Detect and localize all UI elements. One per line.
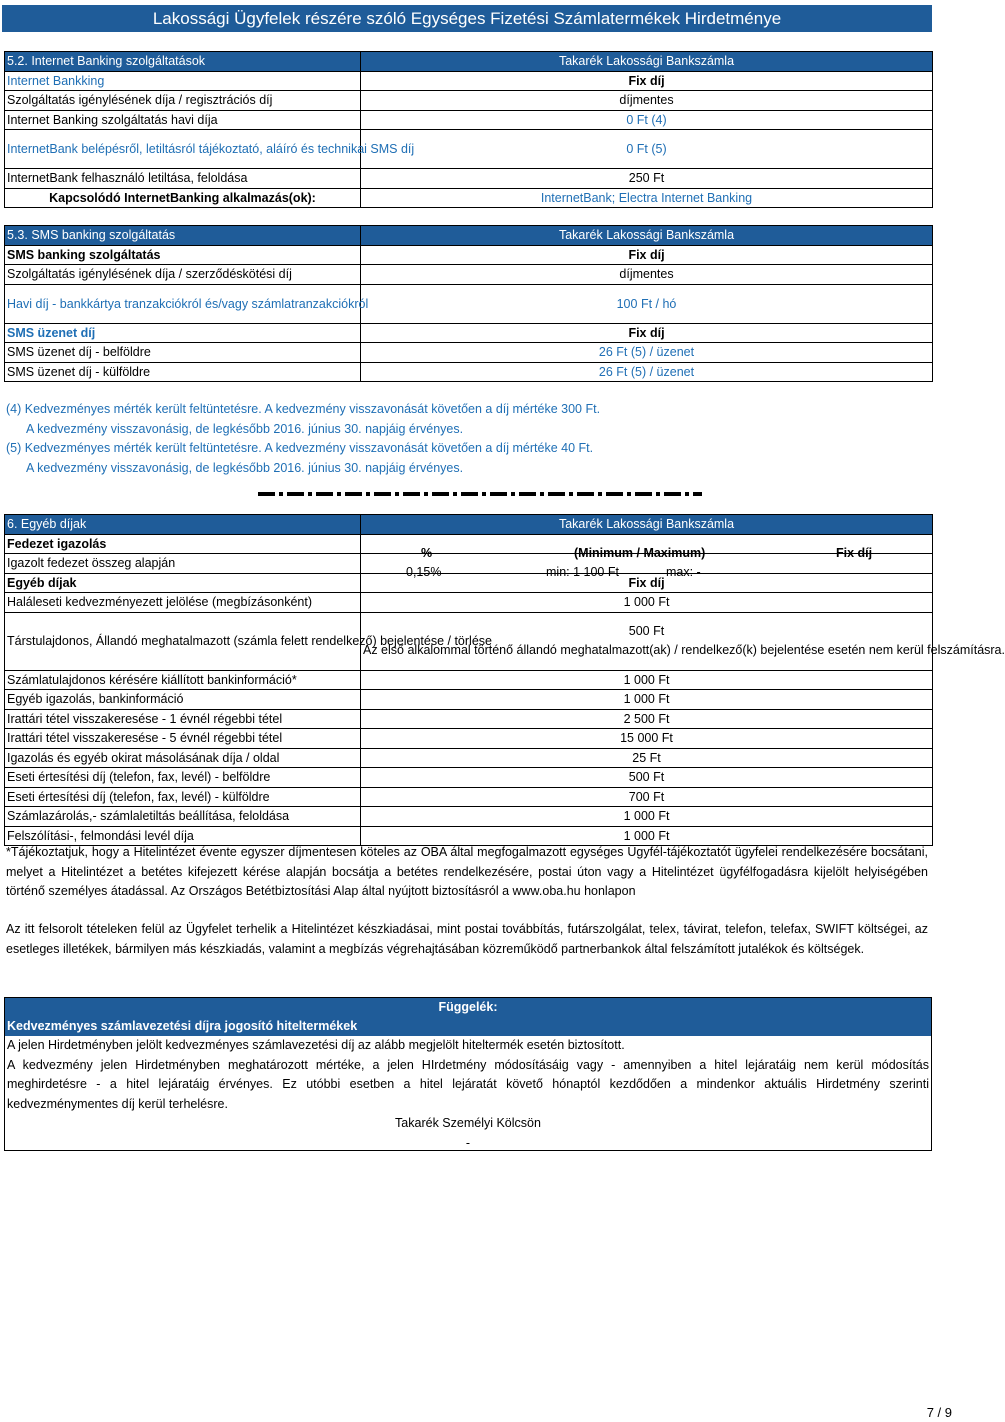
other-fees-table [4, 514, 1005, 846]
page-number: 7 / 9 [926, 1405, 952, 1420]
joint-note: Az első alkalommal történő állandó meghatalmazott(ak) / rendelkező(k) bejelentése esetén nem kerül felszámításra. [363, 643, 1005, 657]
verified-min: min: 1 100 Ft [546, 565, 619, 580]
table-row [5, 343, 933, 363]
table-row [5, 130, 933, 169]
section-title: 5.2. Internet Banking szolgáltatások [5, 52, 361, 72]
fix-header: Fix díj [836, 545, 873, 560]
row-value: 0 Ft (4) [361, 110, 933, 130]
row-label: Internet Banking szolgáltatás havi díja [5, 110, 361, 130]
sms-banking-table [4, 225, 933, 382]
row-value: 25 Ft [361, 748, 933, 768]
internet-banking-table [4, 51, 933, 208]
row-value: 1 000 Ft [361, 826, 933, 846]
subheader-label: Egyéb díjak [5, 573, 361, 593]
table-row [5, 729, 933, 749]
appendix-subtitle: Kedvezményes számlavezetési díjra jogosító hiteltermékek [5, 1017, 931, 1036]
footnote: A kedvezmény visszavonásig, de legkésőbb 2016. június 30. napjáig érvényes. [26, 460, 464, 475]
row-label: Eseti értesítési díj (telefon, fax, levél) - belföldre [5, 768, 361, 788]
table-row [5, 169, 933, 189]
app-value: InternetBank; Electra Internet Banking [361, 188, 933, 208]
subheader-row [5, 534, 933, 554]
footnotes [6, 400, 926, 478]
row-value [361, 612, 1005, 670]
table-row [5, 362, 933, 382]
appendix-line: A jelen Hirdetményben jelölt kedvezményes számlavezetési díj az alább megjelölt hiteltermék esetén biztosított. [7, 1038, 625, 1052]
row-value: 26 Ft (5) / üzenet [361, 362, 933, 382]
product-name: Takarék Személyi Kölcsön [395, 1116, 541, 1130]
table-row [5, 593, 933, 613]
table-row [5, 690, 933, 710]
row-label: Egyéb igazolás, bankinformáció [5, 690, 361, 710]
subheader-label: SMS banking szolgáltatás [5, 245, 361, 265]
row-label: Igazolás és egyéb okirat másolásának díja / oldal [5, 748, 361, 768]
table-row [5, 612, 933, 670]
row-label: Szolgáltatás igénylésének díja / szerződéskötési díj [5, 265, 361, 285]
footnote: A kedvezmény visszavonásig, de legkésőbb 2016. június 30. napjáig érvényes. [26, 421, 464, 436]
footnote: (5) Kedvezményes mérték került feltüntetésre. A kedvezmény visszavonását követően a díj mértéke 40 Ft. [6, 441, 594, 455]
verified-pct: 0,15% [406, 565, 442, 580]
subheader-label: Fedezet igazolás [5, 534, 361, 554]
row-label: Igazolt fedezet összeg alapján [5, 554, 361, 574]
dashed-separator [258, 492, 702, 496]
table-row [5, 709, 933, 729]
section-title: 6. Egyéb díjak [5, 515, 361, 535]
row-value: 700 Ft [361, 787, 933, 807]
table-row [5, 768, 933, 788]
table-row [5, 284, 933, 323]
cost-paragraph: Az itt felsorolt tételeken felül az Ügyfelet terhelik a Hitelintézet készkiadásai, mint postai továbbítás, futárszolgálat, telex, távirat, telefon, telefax, SWIFT költségei, az esetleges illetékek, bármilyen más készkiadás, valamint a megbízás végrehajtásában közreműködő partnerbankok által felszámított jutalékok és költségek. [6, 922, 928, 956]
row-label: SMS üzenet díj - külföldre [5, 362, 361, 382]
row-label: Felszólítási-, felmondási levél díja [5, 826, 361, 846]
appendix-title: Függelék: [5, 998, 931, 1017]
row-value: 2 500 Ft [361, 709, 933, 729]
subheader-row [5, 245, 933, 265]
row-label: Szolgáltatás igénylésének díja / regisztrációs díj [5, 91, 361, 111]
table-row [5, 787, 933, 807]
table-row [5, 554, 933, 574]
subheader-row [5, 71, 933, 91]
row-label: Eseti értesítési díj (telefon, fax, levél) - külföldre [5, 787, 361, 807]
row-label: InternetBank belépésről, letiltásról tájékoztató, aláíró és technikai SMS díj [5, 130, 361, 169]
page-title: Lakossági Ügyfelek részére szóló Egységes Fizetési Számlatermékek Hirdetménye [2, 5, 932, 32]
app-label: Kapcsolódó InternetBanking alkalmazás(ok): [5, 188, 361, 208]
table-row [5, 265, 933, 285]
row-value: 500 Ft [361, 768, 933, 788]
column-header: Takarék Lakossági Bankszámla [361, 226, 933, 246]
row-label: Társtulajdonos, Állandó meghatalmazott (számla felett rendelkező) bejelentése / törlése [5, 612, 361, 670]
subheader-label: Internet Bankking [5, 71, 361, 91]
row-label: InternetBank felhasználó letiltása, feloldása [5, 169, 361, 189]
verified-values [361, 554, 933, 580]
row-value: díjmentes [361, 265, 933, 285]
row-label: Havi díj - bankkártya tranzakciókról és/vagy számlatranzakciókról [5, 284, 361, 323]
row-label: Irattári tétel visszakeresése - 1 évnél régebbi tétel [5, 709, 361, 729]
row-value: 250 Ft [361, 169, 933, 189]
row-value: 100 Ft / hó [361, 284, 933, 323]
section-title: 5.3. SMS banking szolgáltatás [5, 226, 361, 246]
row-value: 1 000 Ft [361, 807, 933, 827]
appendix-box [4, 997, 932, 1151]
column-header: Takarék Lakossági Bankszámla [361, 52, 933, 72]
table-row [5, 110, 933, 130]
subheader-row [5, 573, 933, 593]
row-value: 1 000 Ft [361, 670, 933, 690]
column-header: Takarék Lakossági Bankszámla [361, 515, 933, 535]
joint-value: 500 Ft [628, 624, 665, 638]
table-row [5, 748, 933, 768]
subheader-label: SMS üzenet díj [5, 323, 361, 343]
subheader-row [5, 323, 933, 343]
row-value: 0 Ft (5) [361, 130, 933, 169]
subheader-value: Fix díj [361, 71, 933, 91]
row-label: Haláleseti kedvezményezett jelölése (megbízásonként) [5, 593, 361, 613]
pct-header: % [421, 545, 433, 560]
verified-max: max: - [666, 565, 701, 580]
row-value: 1 000 Ft [361, 593, 933, 613]
subheader-value: Fix díj [361, 323, 933, 343]
info-paragraph: *Tájékoztatjuk, hogy a Hitelintézet évente egyszer díjmentesen köteles az OBA által megfogalmazott egységes Ügyfél-tájékoztatót ügyfelei rendelkezésére bocsátani, melyet a Hitelintézet a betétes kifejezett kérése alapján bocsátja a betétes rendelkezésére, postai úton vagy a Hitelintézet ügyfélfogadásra kijelölt helyiségében történő személyes átadással. Az Országos Betétbiztosítási Alap által nyújtott biztosításról a www.oba.hu honlapon [6, 845, 928, 898]
subheader-value: Fix díj [361, 245, 933, 265]
row-label: Irattári tétel visszakeresése - 5 évnél régebbi tétel [5, 729, 361, 749]
table-row [5, 670, 933, 690]
subheader-value: Fix díj [361, 573, 933, 593]
row-label: Számlazárolás,- számlaletiltás beállítása, feloldása [5, 807, 361, 827]
table-row [5, 91, 933, 111]
row-value: 1 000 Ft [361, 690, 933, 710]
table-row [5, 807, 933, 827]
row-value: 15 000 Ft [361, 729, 933, 749]
row-value: díjmentes [361, 91, 933, 111]
table-header-row [5, 515, 933, 535]
row-value: 26 Ft (5) / üzenet [361, 343, 933, 363]
row-label: Számlatulajdonos kérésére kiállított bankinformáció* [5, 670, 361, 690]
product-value: - [465, 1135, 471, 1150]
cover-columns [361, 534, 933, 560]
table-row [5, 188, 933, 208]
table-header-row [5, 226, 933, 246]
table-header-row [5, 52, 933, 72]
footnote: (4) Kedvezményes mérték került feltüntetésre. A kedvezmény visszavonását követően a díj mértéke 300 Ft. [6, 402, 601, 416]
appendix-paragraph: A kedvezmény jelen Hirdetményben meghatározott mértéke, a jelen HIrdetmény módosításáig vagy - amennyiben a hitel lejáratáig nem kerül módosítás meghirdetésre - a hitel lejáratáig érvényes. Ez utóbbi esetben a hitel lejáratát követő hónaptól kezdődően a mindenkor aktuális Hirdetmény szerinti kedvezménymentes díj kerül terhelésre. [7, 1057, 929, 1111]
minmax-header: (Minimum / Maximum) [574, 545, 706, 560]
row-label: SMS üzenet díj - belföldre [5, 343, 361, 363]
